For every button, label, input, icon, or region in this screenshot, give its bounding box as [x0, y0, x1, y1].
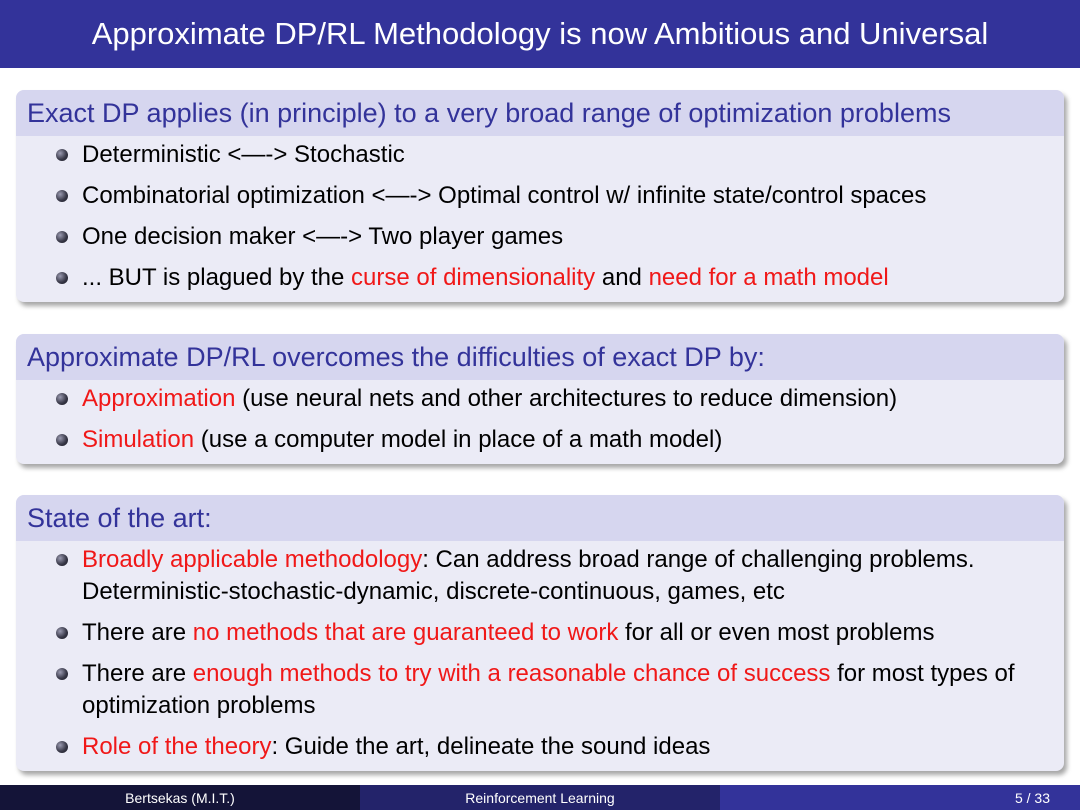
list-item: Broadly applicable methodology: Can address broad range of challenging problems. Deterministic-stochastic-dynamic, discrete-continuous, games, etc: [16, 544, 1064, 608]
list-item: Combinatorial optimization <—-> Optimal control w/ infinite state/control spaces: [16, 180, 1064, 212]
block-exact-dp: [16, 90, 1064, 302]
bullet-icon: [56, 554, 68, 566]
bullet-icon: [56, 190, 68, 202]
highlight-text: no methods that are guaranteed to work: [192, 619, 619, 646]
highlight-text: Approximation: [82, 385, 236, 412]
block-approximate-dp: [16, 334, 1064, 464]
footer-title: Reinforcement Learning: [360, 785, 720, 810]
highlight-text: Broadly applicable methodology: [82, 546, 423, 573]
highlight-text: need for a math model: [648, 264, 889, 291]
list-item: There are no methods that are guaranteed to work for all or even most problems: [16, 617, 1064, 649]
highlight-text: Simulation: [82, 426, 195, 453]
bullet-icon: [56, 393, 68, 405]
block-title: Approximate DP/RL overcomes the difficulties of exact DP by:: [16, 334, 1064, 380]
footer: [0, 785, 1080, 810]
footer-author: Bertsekas (M.I.T.): [0, 785, 360, 810]
bullet-icon: [56, 434, 68, 446]
list-item: Simulation (use a computer model in place of a math model): [16, 424, 1064, 456]
list-item: ... BUT is plagued by the curse of dimensionality and need for a math model: [16, 262, 1064, 294]
highlight-text: Role of the theory: [82, 733, 272, 760]
list-item: Approximation (use neural nets and other architectures to reduce dimension): [16, 383, 1064, 415]
page-number: 5 / 33: [720, 785, 1080, 810]
bullet-icon: [56, 231, 68, 243]
list-item: Role of the theory: Guide the art, delineate the sound ideas: [16, 731, 1064, 763]
bullet-icon: [56, 668, 68, 680]
block-title: Exact DP applies (in principle) to a very broad range of optimization problems: [16, 90, 1064, 136]
list-item: One decision maker <—-> Two player games: [16, 221, 1064, 253]
slide-title: Approximate DP/RL Methodology is now Ambitious and Universal: [0, 0, 1080, 68]
bullet-icon: [56, 741, 68, 753]
highlight-text: enough methods to try with a reasonable chance of success: [192, 660, 831, 687]
block-state-of-the-art: [16, 495, 1064, 771]
bullet-icon: [56, 149, 68, 161]
list-item: There are enough methods to try with a reasonable chance of success for most types of optimization problems: [16, 658, 1064, 722]
block-title: State of the art:: [16, 495, 1064, 541]
bullet-icon: [56, 627, 68, 639]
list-item: Deterministic <—-> Stochastic: [16, 139, 1064, 171]
bullet-icon: [56, 272, 68, 284]
highlight-text: curse of dimensionality: [351, 264, 596, 291]
